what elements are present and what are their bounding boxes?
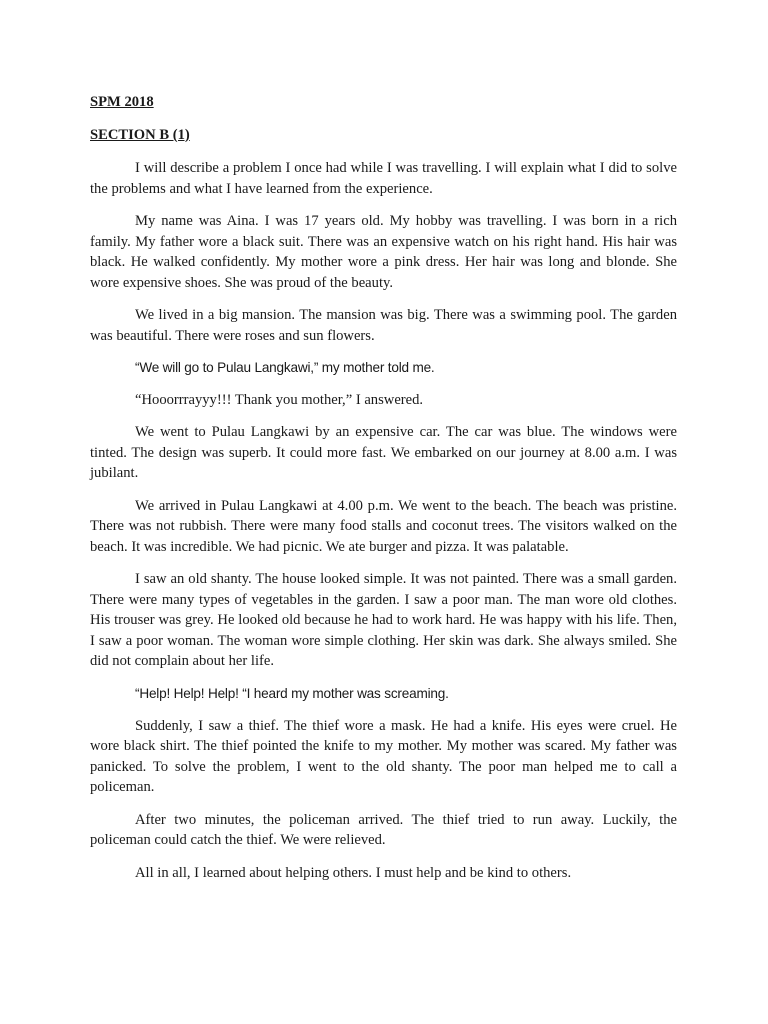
journey-paragraph: We went to Pulau Langkawi by an expensive car. The car was blue. The windows were tinted. The design was superb. It could more fast. We embarked on our journey at 8.00 a.m. I was jubilant. [90, 424, 677, 481]
section-heading: SECTION B (1) [90, 127, 190, 143]
thief-paragraph: Suddenly, I saw a thief. The thief wore a mask. He had a knife. His eyes were cruel. He wore black shirt. The thief pointed the knife to my mother. My mother was scared. My father was panicked. To solve the problem, I went to the old shanty. The poor man helped me to call a policeman. [90, 717, 677, 795]
description-paragraph: My name was Aina. I was 17 years old. My hobby was travelling. I was born in a rich family. My father wore a black suit. There was an expensive watch on his right hand. His hair was black. He walked confidently. My mother wore a pink dress. Her hair was long and blonde. She wore expensive shoes. She was proud of the beauty. [90, 213, 677, 291]
document-page [90, 92, 677, 895]
beach-paragraph: We arrived in Pulau Langkawi at 4.00 p.m. We went to the beach. The beach was pristine. There was not rubbish. There were many food stalls and coconut trees. The visitors walked on the beach. It was incredible. We had picnic. We ate burger and pizza. It was palatable. [90, 497, 677, 555]
dialogue-answer: “Hooorrrayyy!!! Thank you mother,” I answered. [135, 392, 424, 408]
policeman-paragraph: After two minutes, the policeman arrived. The thief tried to run away. Luckily, the policeman could catch the thief. We were relieved. [90, 811, 677, 848]
mansion-paragraph: We lived in a big mansion. The mansion was big. There was a swimming pool. The garden was beautiful. There were roses and sun flowers. [90, 307, 677, 344]
conclusion-paragraph: All in all, I learned about helping others. I must help and be kind to others. [135, 864, 572, 881]
dialogue-mother: “We will go to Pulau Langkawi,” my mother told me. [135, 360, 435, 375]
document-title: SPM 2018 [90, 94, 154, 110]
shanty-paragraph: I saw an old shanty. The house looked simple. It was not painted. There was a small garden. There were many types of vegetables in the garden. I saw a poor man. The man wore old clothes. His trouser was grey. He looked old because he had to work hard. He was happy with his life. Then, I saw a poor woman. The woman wore simple clothing. Her skin was dark. She always smiled. She did not complain about her life. [90, 571, 677, 669]
dialogue-help: “Help! Help! Help! “I heard my mother was screaming. [135, 685, 449, 701]
intro-paragraph: I will describe a problem I once had while I was travelling. I will explain what I did to solve the problems and what I have learned from the experience. [90, 160, 677, 197]
